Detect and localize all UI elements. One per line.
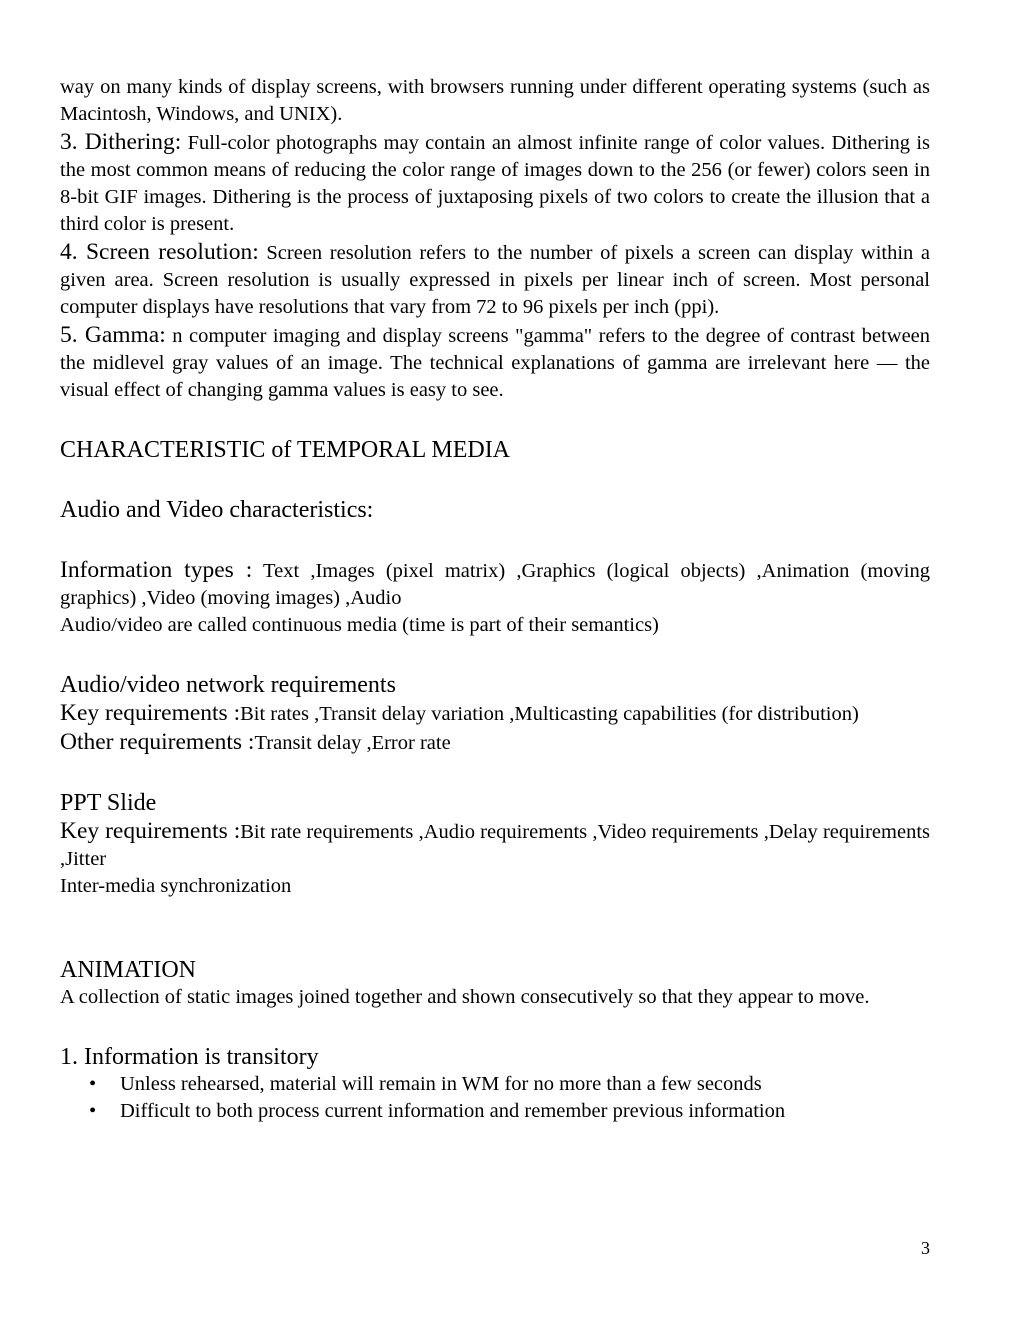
screen-resolution-term: 4. Screen resolution: [60,239,259,265]
gamma-term: 5. Gamma: [60,322,166,348]
dithering-text: Full-color photographs may contain an almost infinite range of color values. Dithering is the most common means of reducing the color range of images down to the 256 (or fewer) colors seen in 8-bit GIF images. Dithering is the process of juxtaposing pixels of two colors to create the illusion that a third color is present. [60,132,930,235]
gamma-paragraph [60,321,930,404]
continuous-media-note: Audio/video are called continuous media (time is part of their semantics) [60,614,659,636]
screen-resolution-paragraph [60,238,930,321]
network-other-label: Other requirements : [60,729,255,755]
list-item: • Unless rehearsed, material will remain in WM for no more than a few seconds [120,1071,930,1098]
information-types-paragraph [60,556,930,612]
network-requirements-heading: Audio/video network requirements [60,672,396,698]
network-key-text: Bit rates ,Transit delay variation ,Multicasting capabilities (for distribution) [240,703,859,725]
page-number: 3 [921,1238,930,1258]
information-types-text: Text ,Images (pixel matrix) ,Graphics (logical objects) ,Animation (moving graphics) ,Video (moving images) ,Audio [60,560,930,609]
ppt-key-requirements [60,817,930,873]
ppt-slide-heading: PPT Slide [60,790,157,816]
network-key-requirements [60,699,930,728]
audio-video-subheading: Audio and Video characteristics: [60,497,374,523]
network-other-text: Transit delay ,Error rate [254,732,451,754]
gamma-text: n computer imaging and display screens "gamma" refers to the degree of contrast between the midlevel gray values of an image. The technical explanations of gamma are irrelevant here — the visual effect of changing gamma values is easy to see. [60,325,931,401]
temporal-media-heading: CHARACTERISTIC of TEMPORAL MEDIA [60,437,511,463]
information-types-label: Information types : [60,557,253,583]
animation-definition: A collection of static images joined together and shown consecutively so that they appear to move. [60,986,870,1008]
screen-resolution-text: Screen resolution refers to the number of pixels a screen can display within a given area. Screen resolution is usually expressed in pixels per linear inch of screen. Most personal computer displays have resolutions that vary from 72 to 96 pixels per inch (ppi). [60,242,930,318]
ppt-key-text: Bit rate requirements ,Audio requirements ,Video requirements ,Delay requirements ,Jitter [60,821,930,870]
page-content [60,74,930,1125]
dithering-term: 3. Dithering: [60,129,182,155]
inter-media-sync: Inter-media synchronization [60,875,292,897]
intro-paragraph: way on many kinds of display screens, with browsers running under different operating systems (such as Macintosh, Windows, and UNIX). [60,76,930,125]
ppt-key-label: Key requirements : [60,818,241,844]
network-key-label: Key requirements : [60,700,241,726]
list-item: • Difficult to both process current information and remember previous information [120,1098,930,1125]
network-other-requirements [60,728,930,757]
dithering-paragraph [60,128,930,238]
transitory-point-heading: 1. Information is transitory [60,1044,319,1070]
transitory-bullet-list [60,1071,930,1125]
animation-heading: ANIMATION [60,957,196,983]
